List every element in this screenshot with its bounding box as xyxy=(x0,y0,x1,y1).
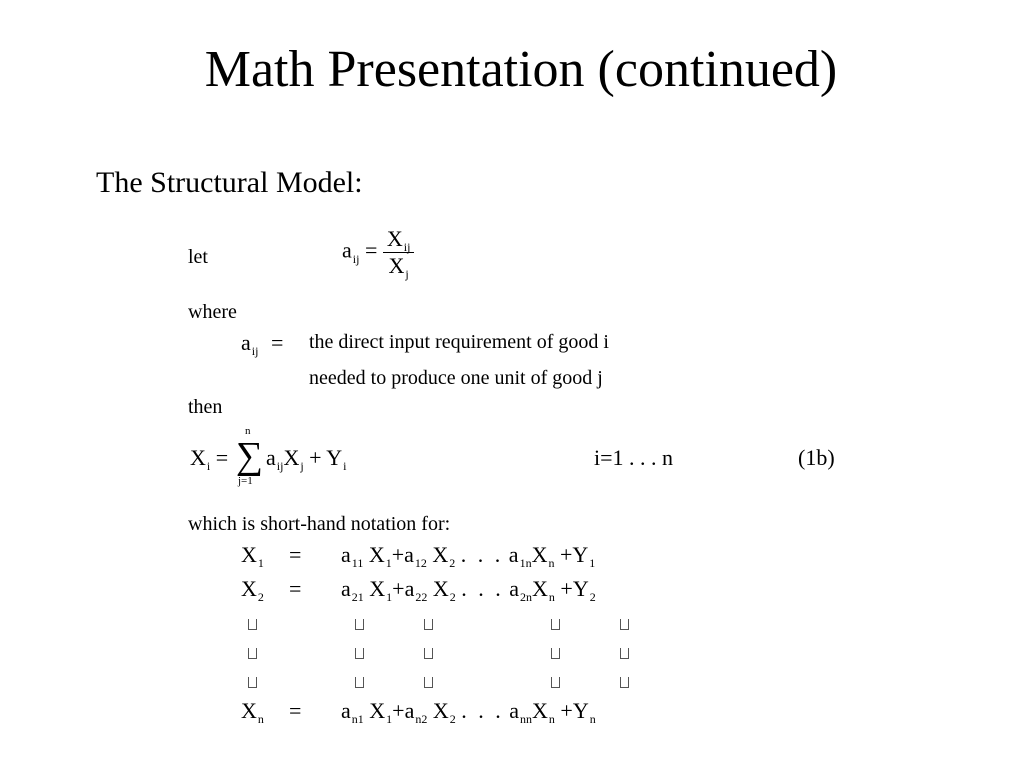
vdots-icon xyxy=(551,677,560,688)
equals-sign: = xyxy=(271,330,284,355)
vdots-icon xyxy=(620,619,629,630)
vdots-icon xyxy=(248,677,257,688)
row-1-lhs: $X_1$ xyxy=(241,542,264,570)
vdots-icon xyxy=(424,648,433,659)
row-1-equals: = xyxy=(289,542,302,567)
where-label: where xyxy=(188,301,237,323)
sum-lower-limit: j=1 xyxy=(238,475,253,487)
vdots-icon xyxy=(355,619,364,630)
vdots-icon xyxy=(355,648,364,659)
vdots-icon xyxy=(620,677,629,688)
row-1-rhs: $a_{11}$ $X_1+a_{12}$ $X_2$ . . . $a_{1n}X_n +Y_1$ xyxy=(341,542,596,570)
shorthand-label: which is short-hand notation for: xyxy=(188,513,451,535)
sigma-icon: ∑ xyxy=(236,435,264,477)
definition-line-1: the direct input requirement of good i xyxy=(309,331,609,353)
slide-title: Math Presentation (continued) xyxy=(204,41,838,98)
definition-line-2: needed to produce one unit of good j xyxy=(309,367,603,389)
equation-range: i=1 . . . n xyxy=(594,445,674,470)
definition-formula: $a_{ij}$ = $\frac{X_{ij}}{X_j}$ xyxy=(342,228,414,277)
vdots-icon xyxy=(424,619,433,630)
row-n-equals: = xyxy=(289,698,302,723)
vdots-icon xyxy=(248,648,257,659)
vdots-icon xyxy=(424,677,433,688)
row-2-lhs: $X_2$ xyxy=(241,576,264,604)
vdots-icon xyxy=(248,619,257,630)
fraction: $\frac{X_{ij}}{X_j}$ xyxy=(383,228,415,277)
then-label: then xyxy=(188,396,223,418)
vdots-icon xyxy=(620,648,629,659)
coefficient-symbol: $a_{ij}$ xyxy=(241,330,259,358)
vdots-icon xyxy=(355,677,364,688)
row-2-rhs: $a_{21}$ $X_1+a_{22}$ $X_2$ . . . $a_{2n}X_n +Y_2$ xyxy=(341,576,596,604)
row-2-equals: = xyxy=(289,576,302,601)
row-n-lhs: $X_n$ xyxy=(241,698,264,726)
sum-rhs: $a_{ij}X_j + Y_i$ xyxy=(266,445,347,473)
let-label: let xyxy=(188,246,208,268)
section-heading: The Structural Model: xyxy=(96,166,363,199)
equation-number: (1b) xyxy=(798,445,835,470)
vdots-icon xyxy=(551,619,560,630)
vdots-icon xyxy=(551,648,560,659)
sum-upper-limit: n xyxy=(245,425,251,437)
row-n-rhs: $a_{n1}$ $X_1+a_{n2}$ $X_2$ . . . $a_{nn}X_n +Y_n$ xyxy=(341,698,596,726)
sum-lhs: $X_i$ = xyxy=(190,445,229,473)
